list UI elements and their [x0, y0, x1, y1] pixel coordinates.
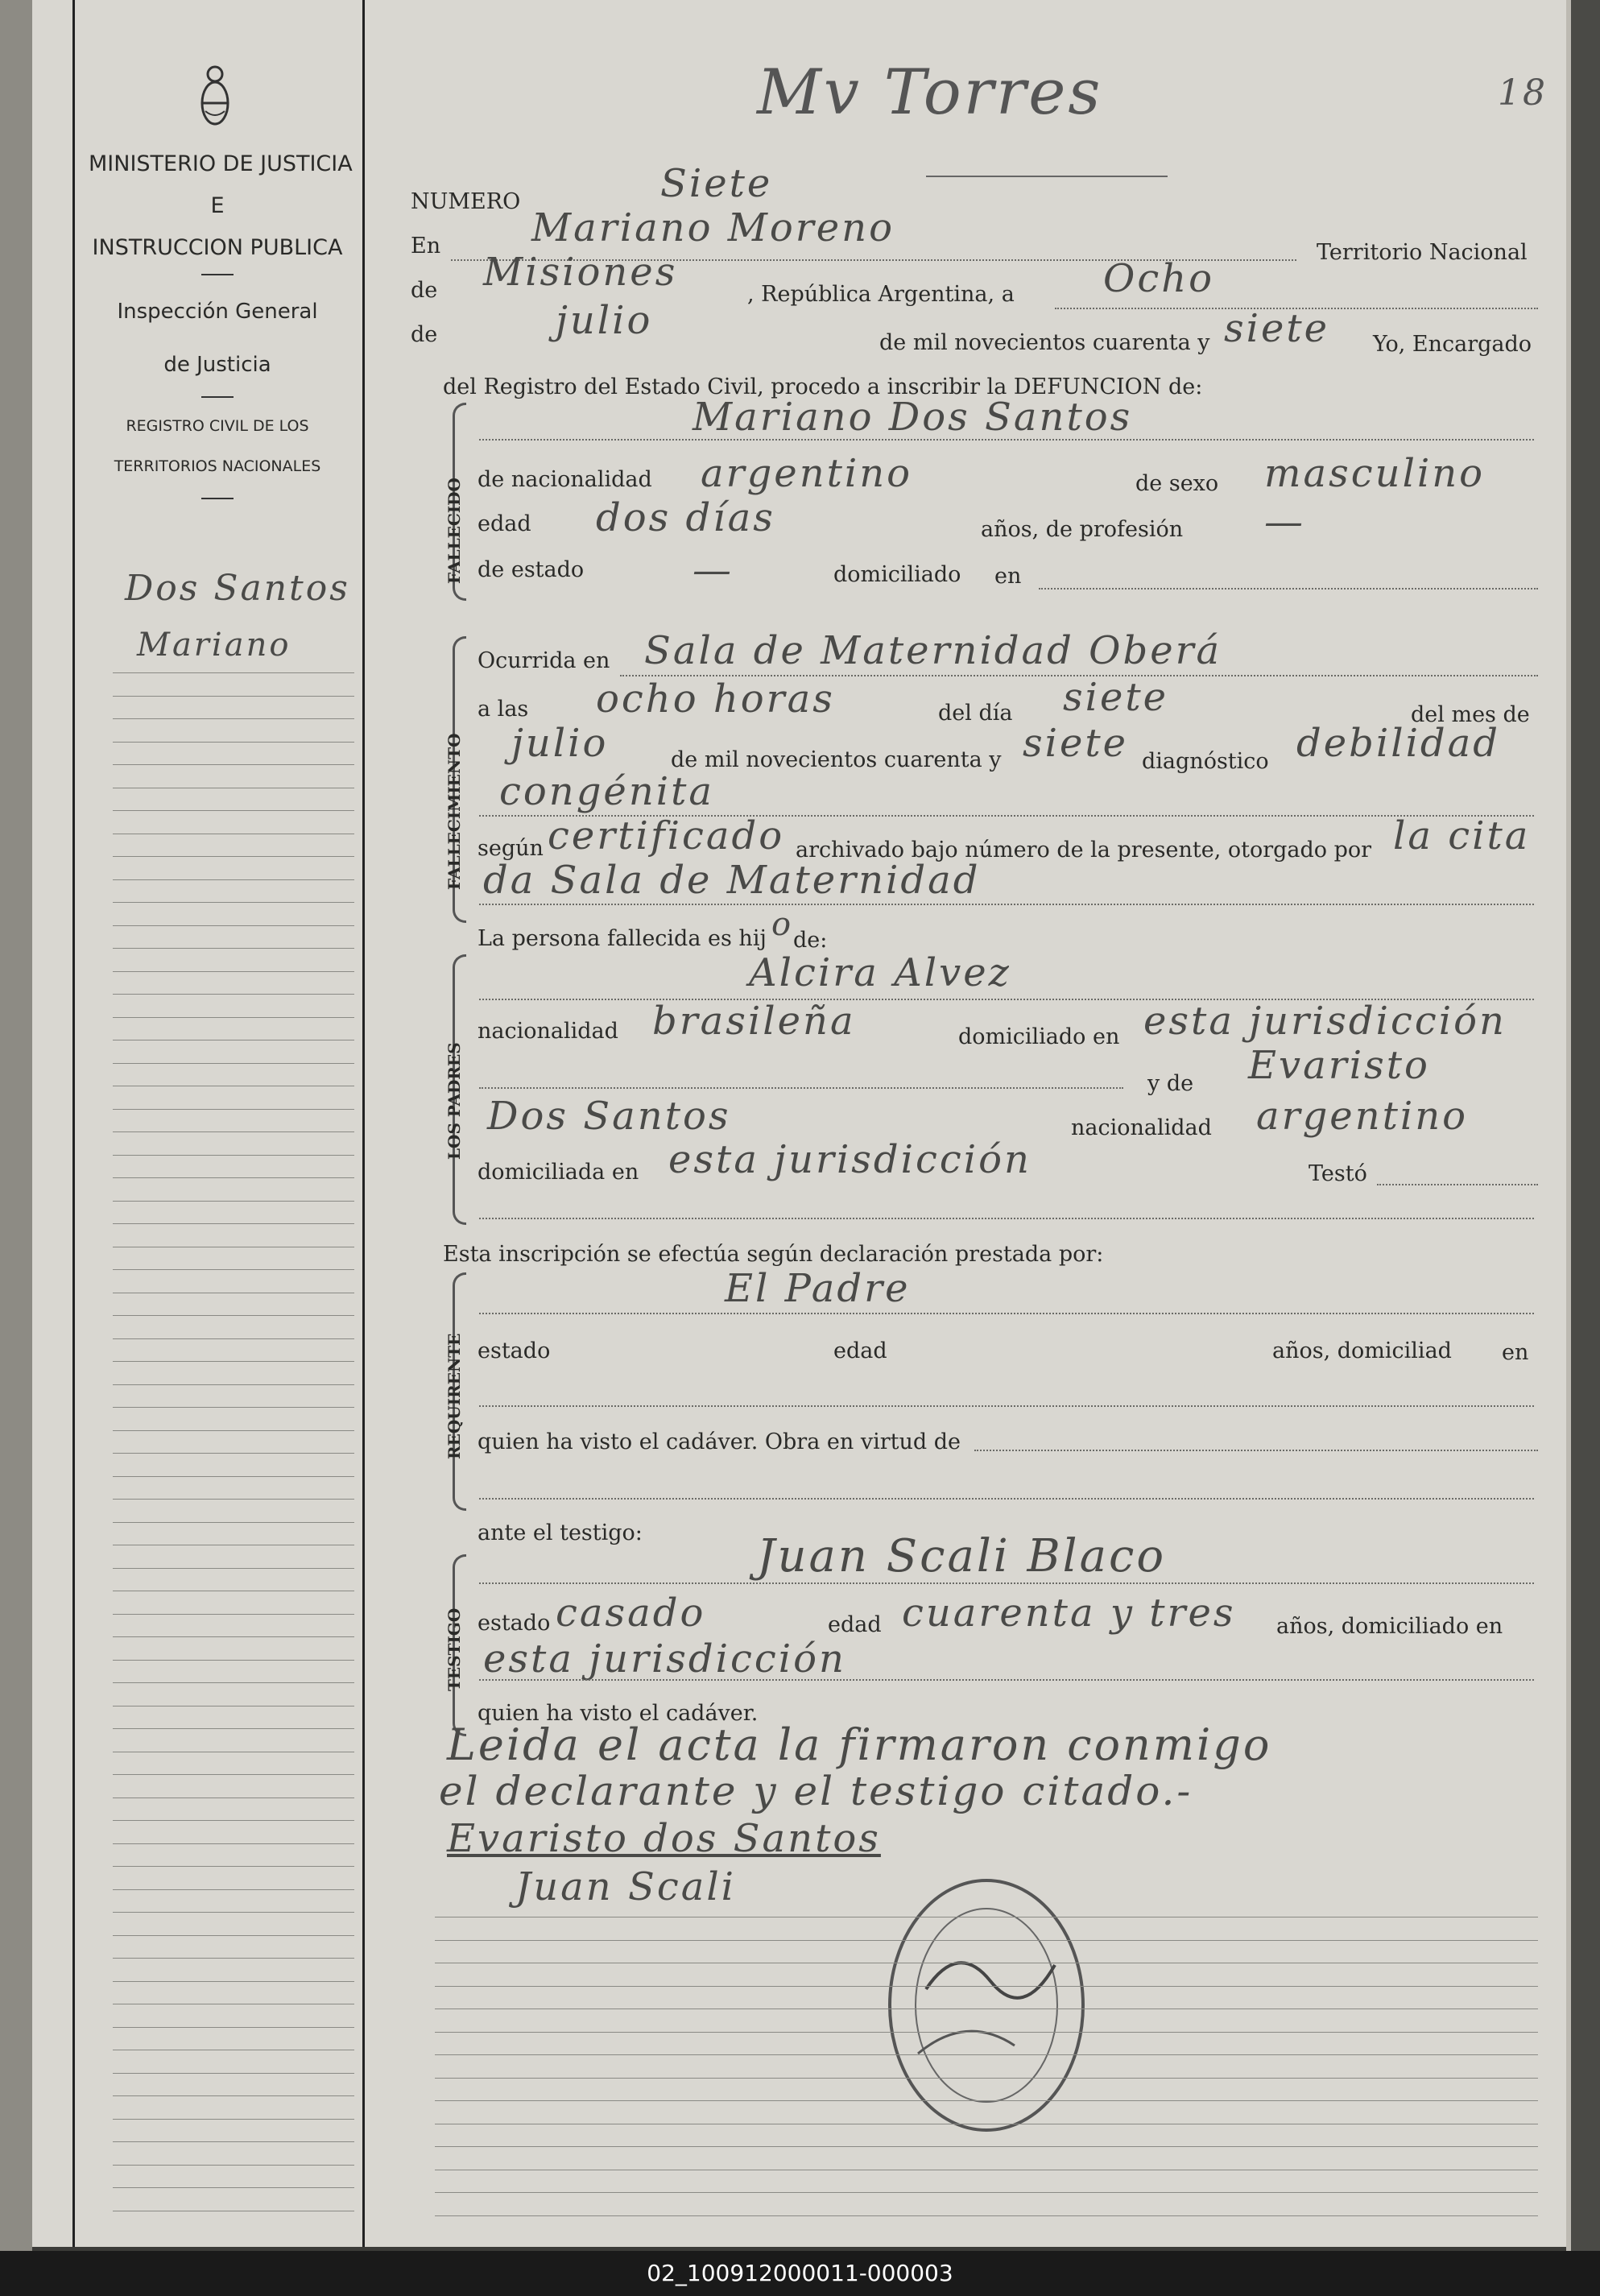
anio-fallecimiento-value: siete [1023, 721, 1129, 766]
estado-value: — [693, 548, 734, 593]
req-dotline-1 [479, 1405, 1534, 1407]
padres-nacionalidad2-label: nacionalidad [1071, 1115, 1212, 1140]
body-rule [435, 2078, 1538, 2079]
margin-rule [113, 1614, 354, 1615]
margin-rule [113, 1109, 354, 1110]
req-en-label: en [1502, 1340, 1529, 1365]
test-anos-label: años, domiciliado en [1276, 1614, 1503, 1639]
requirente-dotline [479, 1313, 1534, 1314]
segun-label: según [478, 836, 544, 861]
domiciliado-label: domiciliado [833, 562, 961, 587]
inspection-line-1: Inspección General [117, 300, 318, 324]
hijo-suffix: o [771, 906, 794, 943]
margin-rule [113, 1430, 354, 1431]
margin-rule [113, 1981, 354, 1982]
margin-rule [113, 742, 354, 743]
official-seal-stamp [870, 1868, 1103, 2142]
sexo-label: de sexo [1135, 471, 1219, 496]
section-testigo: TESTIGO [444, 1607, 464, 1691]
margin-rule [113, 764, 354, 765]
margin-rule [113, 696, 354, 697]
numero-value: Siete [660, 161, 773, 206]
margin-rule [113, 1820, 354, 1821]
body-rule [435, 2100, 1538, 2101]
padres-dotline-1 [479, 1087, 1123, 1089]
req-dotline-2 [974, 1450, 1538, 1451]
margin-rule [113, 1201, 354, 1202]
body-rule [435, 2008, 1538, 2009]
diagnostico-value-1: debilidad [1296, 721, 1500, 766]
section-requirente: REQUIRENTE [444, 1333, 464, 1459]
coat-of-arms-icon [197, 63, 233, 132]
margin-rule [113, 1338, 354, 1339]
margin-rule [113, 1361, 354, 1362]
margin-rule [113, 948, 354, 949]
test-quien-label: quien ha visto el cadáver. [478, 1701, 759, 1726]
margin-rule [113, 1017, 354, 1018]
margin-rule [113, 1889, 354, 1890]
territorio-label: Territorio Nacional [1317, 240, 1528, 265]
edad-value: dos días [596, 495, 775, 540]
margin-rule [113, 994, 354, 995]
padres-dotline-2 [479, 1218, 1534, 1219]
body-rule [435, 2032, 1538, 2033]
margin-rule [113, 1958, 354, 1959]
nacionalidad-label: de nacionalidad [478, 467, 652, 492]
hijo-label: La persona fallecida es hij [478, 926, 767, 951]
madre-nacionalidad-value: brasileña [652, 999, 856, 1044]
territorio-value: Misiones [483, 250, 678, 295]
domicilio-dotline [1039, 588, 1538, 590]
nacionalidad-value: argentino [701, 451, 913, 496]
ante-testigo-label: ante el testigo: [478, 1520, 643, 1545]
margin-rule [113, 2187, 354, 2188]
inscripcion-label: Esta inscripción se efectúa según declaración prestada por: [443, 1242, 1104, 1267]
column-divider-line [362, 0, 365, 2247]
margin-rule [113, 1131, 354, 1132]
margin-rule [113, 718, 354, 719]
otorgado-dotline [479, 904, 1534, 905]
margin-rule [113, 1636, 354, 1637]
margin-rule [113, 1407, 354, 1408]
top-scrawl-signature: Mv Torres [757, 56, 1103, 129]
registry-line-2: TERRITORIOS NACIONALES [114, 457, 321, 475]
margin-rule [113, 879, 354, 880]
margin-rule [113, 1384, 354, 1385]
de2-label: de [411, 322, 438, 347]
mes-fallecimiento-value: julio [511, 721, 609, 766]
registro-label: del Registro del Estado Civil, procedo a inscribir la DEFUNCION de: [443, 374, 1203, 399]
yo-label: Yo, Encargado [1373, 332, 1532, 357]
margin-rule [113, 672, 354, 673]
margin-rule [113, 1774, 354, 1775]
margin-rule [113, 1660, 354, 1661]
padres-domiciliado-label: domiciliado en [958, 1024, 1120, 1049]
ministry-line-2: E [210, 193, 225, 218]
header-rule-3 [201, 498, 234, 499]
margin-rule [113, 2165, 354, 2166]
sexo-value: masculino [1264, 451, 1486, 496]
numero-underline [926, 176, 1168, 177]
margin-rule [113, 2119, 354, 2120]
dia-fallecimiento-value: siete [1063, 675, 1169, 720]
margin-rule [113, 1155, 354, 1156]
madre-domicilio-value: esta jurisdicción [1143, 999, 1507, 1044]
inspection-line-2: de Justicia [163, 353, 271, 377]
margin-rule [113, 2027, 354, 2028]
margin-rule [113, 1499, 354, 1500]
folio-number: 18 [1498, 72, 1548, 114]
y-de-label: y de [1147, 1071, 1194, 1096]
registry-line-1: REGISTRO CIVIL DE LOS [126, 417, 309, 435]
testo-dotline [1377, 1184, 1538, 1185]
margin-rule [113, 1223, 354, 1224]
padre-value-1: Evaristo [1248, 1043, 1430, 1088]
year2-label: de mil novecientos cuarenta y [671, 747, 1002, 772]
req-estado-label: estado [478, 1338, 551, 1363]
req-anos-label: años, domiciliad [1272, 1338, 1452, 1363]
header-rule-2 [201, 396, 234, 398]
margin-given-name: Mariano [137, 627, 291, 664]
padre-domicilio-value: esta jurisdicción [668, 1137, 1032, 1182]
nombre-value: Mariano Dos Santos [693, 395, 1133, 440]
previous-page-edge [0, 0, 32, 2251]
req-dotline-3 [479, 1498, 1534, 1500]
archivado-label: archivado bajo número de la presente, otorgado por [796, 838, 1372, 863]
testigo-dotline-2 [479, 1679, 1534, 1681]
year-label: de mil novecientos cuarenta y [879, 330, 1210, 355]
ministry-line-1: MINISTERIO DE JUSTICIA [89, 151, 353, 176]
diagnostico-label: diagnóstico [1142, 749, 1269, 774]
margin-rule [113, 1453, 354, 1454]
del-mes-label: del mes de [1411, 702, 1530, 727]
margin-rule [113, 1935, 354, 1936]
republica-label: , República Argentina, a [747, 282, 1015, 307]
padre-value-2: Dos Santos [487, 1094, 731, 1139]
ministry-line-3: INSTRUCCION PUBLICA [92, 235, 343, 260]
margin-rule [113, 1866, 354, 1867]
image-caption: 02_100912000011-000003 [0, 2251, 1600, 2296]
margin-rule [113, 1315, 354, 1316]
diagnostico-value-2: congénita [499, 769, 714, 814]
en-value: Mariano Moreno [531, 205, 895, 250]
de-label: de [411, 278, 438, 303]
testigo-value: Juan Scali Blaco [757, 1530, 1167, 1582]
margin-rule [113, 1568, 354, 1569]
margin-rule [113, 856, 354, 857]
margin-rule [113, 1063, 354, 1064]
testigo-dotline [479, 1582, 1534, 1584]
left-border-line [72, 0, 75, 2247]
test-estado-label: estado [478, 1611, 551, 1636]
nombre-dotline [479, 439, 1534, 441]
test-edad-label: edad [828, 1612, 882, 1637]
req-quien-label: quien ha visto el cadáver. Obra en virtud de [478, 1429, 961, 1454]
domiciliada-label: domiciliada en [478, 1160, 639, 1185]
firma-declarante: Evaristo dos Santos [447, 1816, 881, 1861]
testo-label: Testó [1309, 1161, 1367, 1186]
margin-surname: Dos Santos [125, 568, 350, 609]
margin-rule [113, 902, 354, 903]
margin-rule [113, 1797, 354, 1798]
margin-rule [113, 1843, 354, 1844]
otorgado-value-1: la cita [1393, 813, 1531, 858]
ocurrida-label: Ocurrida en [478, 648, 610, 673]
cierre-line-2: el declarante y el testigo citado.- [439, 1768, 1193, 1814]
segun-value: certificado [548, 813, 785, 858]
edad-label: edad [478, 511, 531, 536]
margin-rule [113, 1177, 354, 1178]
register-page [32, 0, 1566, 2247]
mes-value: julio [556, 298, 653, 343]
margin-rule [113, 2095, 354, 2096]
padre-nacionalidad-value: argentino [1256, 1094, 1469, 1139]
margin-rule [113, 2141, 354, 2142]
ocurrida-value: Sala de Maternidad Oberá [644, 628, 1222, 673]
section-fallecido: FALLECIDO [444, 478, 464, 584]
otorgado-value-2: da Sala de Maternidad [483, 858, 981, 903]
hora-value: ocho horas [596, 676, 835, 722]
body-rule [435, 1940, 1538, 1941]
margin-rule [113, 971, 354, 972]
margin-rule [113, 1912, 354, 1913]
firma-testigo: Juan Scali [515, 1864, 737, 1909]
margin-rule [113, 1269, 354, 1270]
margin-rule [113, 1682, 354, 1683]
margin-rule [113, 925, 354, 926]
margin-rule [113, 1522, 354, 1523]
body-rule [435, 2054, 1538, 2055]
estado-label: de estado [478, 557, 585, 582]
en2-label: en [994, 564, 1022, 589]
requirente-value: El Padre [725, 1266, 911, 1311]
section-fallecimiento: FALLECIMIENTO [444, 733, 464, 890]
dia-value: Ocho [1103, 256, 1215, 301]
section-los-padres: LOS PADRES [444, 1042, 464, 1160]
margin-rule [113, 1728, 354, 1729]
profesion-value: — [1264, 499, 1305, 544]
testigo-edad-value: cuarenta y tres [902, 1591, 1236, 1636]
a-las-label: a las [478, 697, 529, 722]
body-rule [435, 2192, 1538, 2193]
testigo-domicilio-value: esta jurisdicción [483, 1636, 846, 1682]
margin-rule [113, 2073, 354, 2074]
en-label: En [411, 234, 441, 259]
body-rule [435, 2146, 1538, 2147]
margin-rule [113, 1476, 354, 1477]
body-rule [435, 1986, 1538, 1987]
del-dia-label: del día [938, 701, 1013, 726]
cierre-line-1: Leida el acta la firmaron conmigo [447, 1719, 1272, 1770]
testigo-estado-value: casado [556, 1591, 706, 1636]
profesion-label: años, de profesión [981, 517, 1184, 542]
padres-nacionalidad-label: nacionalidad [478, 1019, 618, 1044]
header-rule [201, 274, 234, 275]
margin-rule [113, 810, 354, 811]
madre-value: Alcira Alvez [749, 950, 1011, 995]
anio-value: siete [1224, 306, 1330, 351]
req-edad-label: edad [833, 1338, 887, 1363]
body-rule [435, 2215, 1538, 2216]
hijo-de-label: de: [793, 928, 828, 953]
numero-label: NUMERO [411, 189, 521, 214]
book-spine [1566, 0, 1600, 2251]
